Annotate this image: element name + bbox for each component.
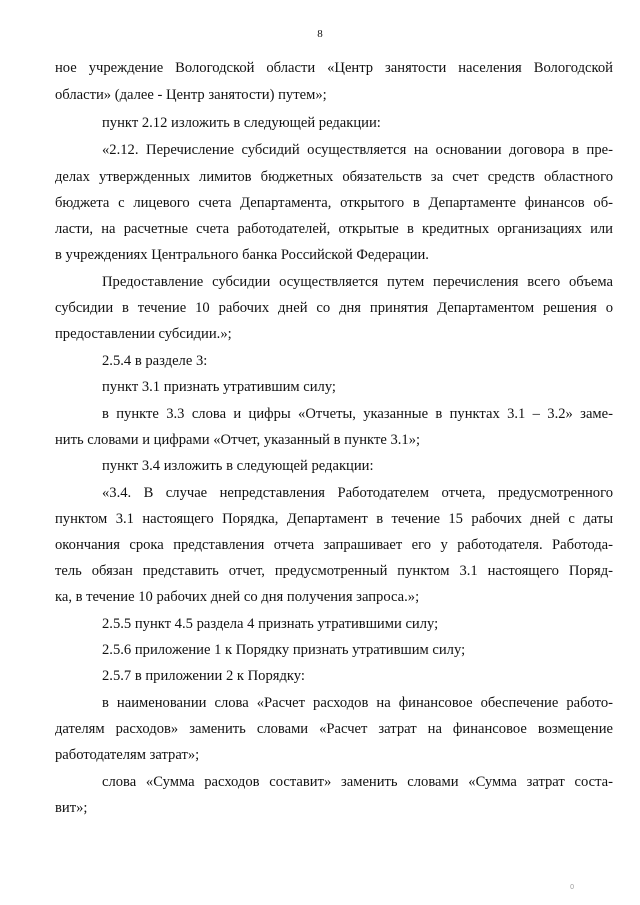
text-line: ное учреждение Вологодской области «Центр занятости населения Вологодской [55,60,613,76]
text-line: области» (далее - Центр занятости) путем»; [55,87,327,103]
text-line: дателям расходов» заменить словами «Расчет затрат на финансовое возмещение [55,721,613,737]
text-line: нить словами и цифрами «Отчет, указанный в пункте 3.1»; [55,432,421,448]
text-line: работодателям затрат»; [55,747,200,763]
text-line: пункт 3.4 изложить в следующей редакции: [102,458,374,474]
text-line: слова «Сумма расходов составит» заменить словами «Сумма затрат соста- [102,774,613,790]
text-line: в наименовании слова «Расчет расходов на финансовое обеспечение работо- [102,695,613,711]
text-line: бюджета с лицевого счета Департамента, открытого в Департаменте финансов об- [55,195,613,211]
scan-mark: 0 [570,884,574,891]
text-line: тель обязан представить отчет, предусмотренный пунктом 3.1 настоящего Поряд- [55,563,613,579]
text-line: в учреждениях Центрального банка Российской Федерации. [55,247,429,263]
text-line: ласти, на расчетные счета работодателей, открытые в кредитных организациях или [55,221,613,237]
text-line: делах утвержденных лимитов бюджетных обязательств за счет средств областного [55,169,613,185]
text-line: Предоставление субсидии осуществляется путем перечисления всего объема [102,274,613,290]
text-line: пункт 2.12 изложить в следующей редакции: [102,115,381,131]
text-line: 2.5.5 пункт 4.5 раздела 4 признать утратившими силу; [102,616,439,632]
page-number: 8 [317,28,323,40]
text-line: «2.12. Перечисление субсидий осуществляется на основании договора в пре- [102,142,613,158]
text-line: субсидии в течение 10 рабочих дней со дня принятия Департаментом решения о [55,300,613,316]
text-line: в пункте 3.3 слова и цифры «Отчеты, указанные в пунктах 3.1 – 3.2» заме- [102,406,613,422]
text-line: «3.4. В случае непредставления Работодателем отчета, предусмотренного [102,485,613,501]
text-line: пунктом 3.1 настоящего Порядка, Департамент в течение 15 рабочих дней с даты [55,511,613,527]
text-line: вит»; [55,800,88,816]
text-line: предоставлении субсидии.»; [55,326,232,342]
text-line: 2.5.7 в приложении 2 к Порядку: [102,668,305,684]
text-line: окончания срока представления отчета запрашивает его у работодателя. Работода- [55,537,613,553]
text-line: пункт 3.1 признать утратившим силу; [102,379,336,395]
text-line: ка, в течение 10 рабочих дней со дня получения запроса.»; [55,589,420,605]
text-line: 2.5.6 приложение 1 к Порядку признать утратившим силу; [102,642,466,658]
text-line: 2.5.4 в разделе 3: [102,353,208,369]
